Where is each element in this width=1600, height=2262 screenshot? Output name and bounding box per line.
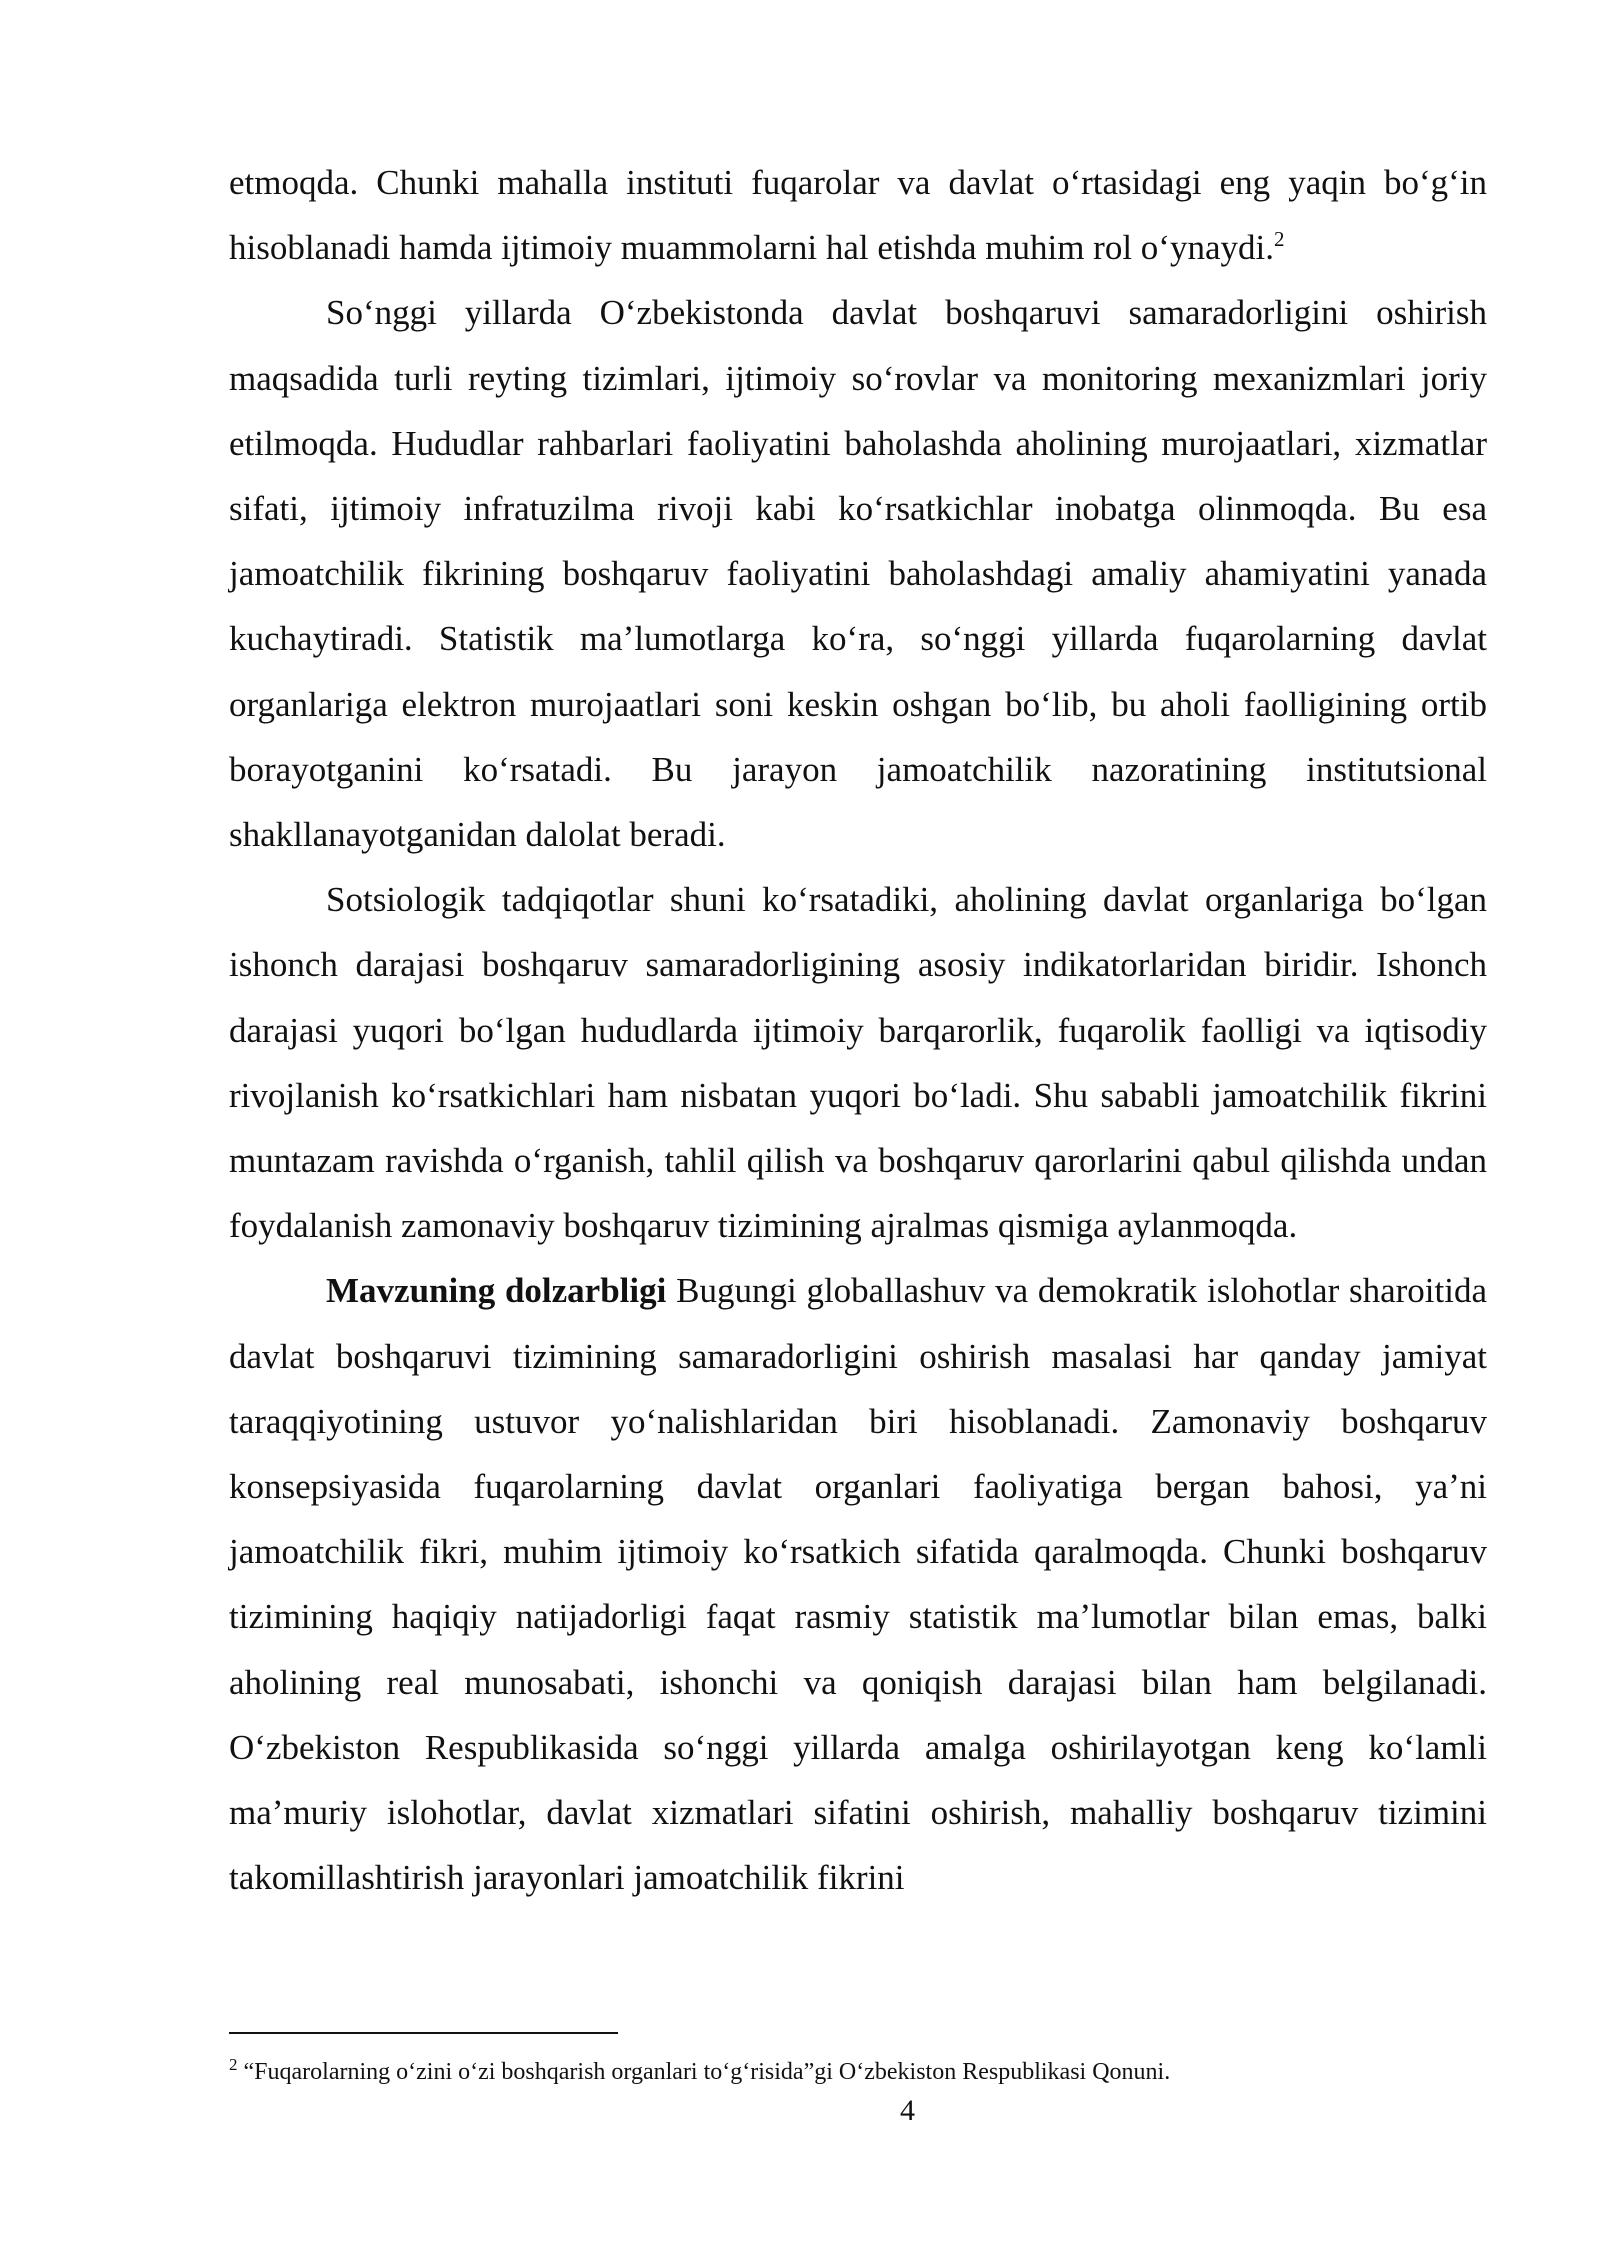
footnote	[229, 2057, 1487, 2087]
paragraph-sociological-research: Sotsiologik tadqiqotlar shuni koʻrsatadiki, aholining davlat organlariga boʻlgan ishonch darajasi boshqaruv samaradorligining asosiy indikatorlaridan biridir. Ishonch darajasi yuqori boʻlgan hududlarda ijtimoiy barqarorlik, fuqarolik faolligi va iqtisodiy rivojlanish koʻrsatkichlari ham nisbatan yuqori boʻladi. Shu sababli jamoatchilik fikrini muntazam ravishda oʻrganish, tahlil qilish va boshqaruv qarorlarini qabul qilishda undan foydalanish zamonaviy boshqaruv tizimining ajralmas qismiga aylanmoqda.	[229, 880, 1487, 1246]
footnote-separator	[229, 2032, 618, 2034]
page-number: 4	[900, 2094, 915, 2127]
paragraph-reforms: Soʻnggi yillarda Oʻzbekistonda davlat boshqaruvi samaradorligini oshirish maqsadida turli reyting tizimlari, ijtimoiy soʻrovlar va monitoring mexanizmlari joriy etilmoqda. Hududlar rahbarlari faoliyatini baholashda aholining murojaatlari, xizmatlar sifati, ijtimoiy infratuzilma rivoji kabi koʻrsatkichlar inobatga olinmoqda. Bu esa jamoatchilik fikrining boshqaruv faoliyatini baholashdagi amaliy ahamiyatini yanada kuchaytiradi. Statistik maʼlumotlarga koʻra, soʻnggi yillarda fuqarolarning davlat organlariga elektron murojaatlari soni keskin oshgan boʻlib, bu aholi faolligining ortib borayotganini koʻrsatadi. Bu jarayon jamoatchilik nazoratining institutsional shakllanayotganidan dalolat beradi.	[229, 293, 1487, 855]
body-text	[229, 150, 1487, 1910]
paragraph-text: Bugungi globallashuv va demokratik islohotlar sharoitida davlat boshqaruvi tizimining samaradorligini oshirish masalasi har qanday jamiyat taraqqiyotining ustuvor yoʻnalishlaridan biri hisoblanadi. Zamonaviy boshqaruv konsepsiyasida fuqarolarning davlat organlari faoliyatiga bergan bahosi, yaʼni jamoatchilik fikri, muhim ijtimoiy koʻrsatkich sifatida qaralmoqda. Chunki boshqaruv tizimining haqiqiy natijadorligi faqat rasmiy statistik maʼlumotlar bilan emas, balki aholining real munosabati, ishonchi va qoniqish darajasi bilan ham belgilanadi. Oʻzbekiston Respublikasida soʻnggi yillarda amalga oshirilayotgan keng koʻlamli maʼmuriy islohotlar, davlat xizmatlari sifatini oshirish, mahalliy boshqaruv tizimini takomillashtirish jarayonlari jamoatchilik fikrini	[229, 1271, 1488, 1898]
paragraph-text: etmoqda. Chunki mahalla instituti fuqarolar va davlat oʻrtasidagi eng yaqin boʻgʻin hisoblanadi hamda ijtimoiy muammolarni hal etishda muhim rol oʻynaydi.	[229, 163, 1487, 268]
footnote-number: 2	[229, 2055, 238, 2074]
paragraph-relevance	[229, 1258, 1487, 1910]
footnote-reference[interactable]: 2	[1273, 227, 1285, 252]
relevance-heading: Mavzuning dolzarbligi	[326, 1271, 667, 1311]
paragraph-continuation	[229, 150, 1487, 280]
footnote-text: “Fuqarolarning oʻzini oʻzi boshqarish organlari toʻgʻrisida”gi Oʻzbekiston Respublikasi Qonuni.	[237, 2059, 1171, 2085]
